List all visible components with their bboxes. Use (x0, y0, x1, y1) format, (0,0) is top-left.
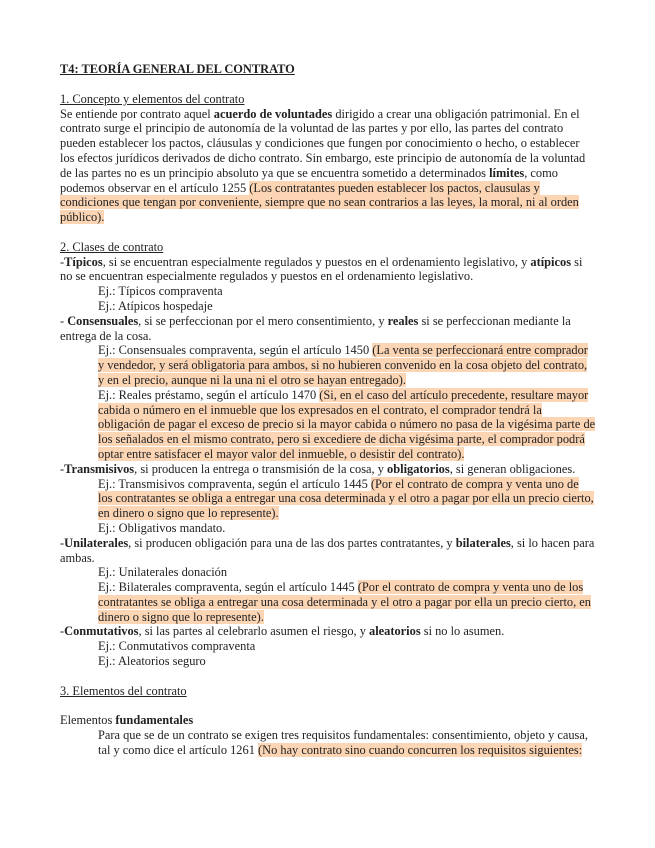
class-consensuales (60, 314, 596, 344)
bold-term: Unilaterales (64, 535, 129, 550)
text-run: Ej.: Transmisivos compraventa, según el artículo 1445 (98, 476, 371, 491)
example-line (60, 580, 596, 624)
text-run: dirigido a crear una obligación patrimonial. En el contrato surge el principio de autonomía de la voluntad de las partes y por ello, las partes del contrato pueden establecer los pactos, cláusulas y condiciones que fungen por conocimiento o hecho, o establecer los efectos jurídicos derivados de dicho contrato. Sin embargo, este principio de autonomía de la voluntad de las partes no es un principio absoluto ya que se encuentra sometido a determinados (60, 106, 586, 180)
text-run: si no lo asumen. (420, 624, 505, 639)
class-conmutativos (60, 624, 596, 639)
bold-term: límites (489, 165, 525, 180)
text-run: , si producen obligación para una de las dos partes contratantes, y (128, 535, 456, 550)
highlighted-quote: (Si, en el caso del artículo precedente, resultare mayor cabida o número en el inmueble que los expresados en el contrato, el comprador tendrá la obligación de pagar el exceso de precio si la mayor cabida o número no pasa de la vigésima parte de los señalados en el mismo contrato, pero si excediere de dicha vigésima parte, el comprador podrá optar entre satisfacer el mayor valor del inmueble, o desistir del contrato). (98, 387, 596, 461)
bold-term: aleatorios (369, 624, 421, 639)
bold-term: Transmisivos (64, 461, 135, 476)
text-run: - (60, 535, 65, 550)
text-run: Para que se de un contrato se exigen tres requisitos fundamentales: consentimiento, objeto y causa, tal y como dice el artículo 1261 (98, 728, 588, 757)
document-title: T4: TEORÍA GENERAL DEL CONTRATO (60, 62, 295, 76)
example-line: Ej.: Unilaterales donación (98, 565, 228, 580)
section-1-heading: 1. Concepto y elementos del contrato (60, 91, 245, 106)
text-run: si se perfeccionan mediante la entrega de la cosa. (60, 313, 571, 343)
bold-term: obligatorios (387, 461, 450, 476)
highlighted-quote: (La venta se perfeccionará entre comprador y vendedor, y será obligatoria para ambos, si no hubieren convenido en la cosa objeto del contrato, y en el precio, aunque ni la una ni el otro se hayan entregado). (98, 343, 588, 387)
example-line: Ej.: Obligativos mandato. (98, 520, 226, 535)
text-run: Ej.: Bilaterales compraventa, según el artículo 1445 (98, 580, 358, 595)
section-3-heading: 3. Elementos del contrato (60, 683, 187, 698)
text-run: - (60, 461, 65, 476)
class-tipicos (60, 255, 596, 285)
section-3-paragraph (60, 728, 596, 758)
text-run: , si producen la entrega o transmisión de la cosa, y (134, 461, 388, 476)
highlighted-quote: (Por el contrato de compra y venta uno de los contratantes se obliga a entregar una cosa determinada y el otro a pagar por ella un precio cierto, en dinero o signo que lo represente). (98, 476, 594, 521)
document-body (60, 62, 596, 758)
text-run: , si lo hacen para ambas. (60, 535, 595, 565)
class-transmisivos (60, 462, 596, 477)
text-run: , como podemos observar en el artículo 1255 (60, 165, 558, 195)
bold-term: atípicos (530, 254, 572, 269)
bold-term: acuerdo de voluntades (213, 106, 333, 121)
elements-fundamental-heading (60, 713, 596, 728)
text-run: Se entiende por contrato aquel (60, 106, 214, 121)
example-line: Ej.: Típicos compraventa (98, 284, 223, 299)
example-line (60, 388, 596, 462)
text-run: , si se perfeccionan por el mero consentimiento, y (138, 313, 388, 328)
section-1-paragraph (60, 107, 596, 225)
example-line: Ej.: Atípicos hospedaje (98, 298, 213, 313)
example-line: Ej.: Aleatorios seguro (98, 654, 206, 669)
bold-term: fundamentales (115, 713, 194, 728)
highlighted-quote: (No hay contrato sino cuando concurren los requisitos siguientes: (258, 742, 583, 757)
highlighted-quote: (Por el contrato de compra y venta uno de los contratantes se obliga a entregar una cosa determinada y el otro a pagar por ella un precio cierto, en dinero o signo que lo represente). (98, 580, 591, 624)
bold-term: Conmutativos (64, 624, 139, 639)
text-run: - (60, 624, 65, 639)
example-line (60, 343, 596, 387)
text-run: , si generan obligaciones. (449, 461, 576, 476)
text-run: Ej.: Reales préstamo, según el artículo 1470 (98, 387, 320, 402)
text-run: , si se encuentran especialmente regulados y puestos en el ordenamiento legislativo, y (102, 254, 531, 269)
example-line: Ej.: Conmutativos compraventa (98, 639, 256, 654)
text-run: Elementos (60, 713, 116, 728)
bold-term: Consensuales (67, 313, 139, 328)
section-2-heading: 2. Clases de contrato (60, 239, 164, 254)
bold-term: Típicos (64, 254, 103, 269)
text-run: Ej.: Consensuales compraventa, según el artículo 1450 (98, 343, 373, 358)
bold-term: reales (387, 313, 419, 328)
text-run: , si las partes al celebrarlo asumen el riesgo, y (138, 624, 370, 639)
bold-term: bilaterales (455, 535, 511, 550)
text-run: si no se encuentran especialmente regulados y puestos en el ordenamiento legislativo. (60, 254, 583, 284)
class-unilaterales (60, 536, 596, 566)
text-run: - (60, 313, 68, 328)
example-line (60, 477, 596, 521)
highlighted-quote: (Los contratantes pueden establecer los pactos, clausulas y condiciones que tengan por conveniente, siempre que no sean contrarios a las leyes, la moral, ni al orden público). (60, 180, 579, 225)
text-run: - (60, 254, 65, 269)
